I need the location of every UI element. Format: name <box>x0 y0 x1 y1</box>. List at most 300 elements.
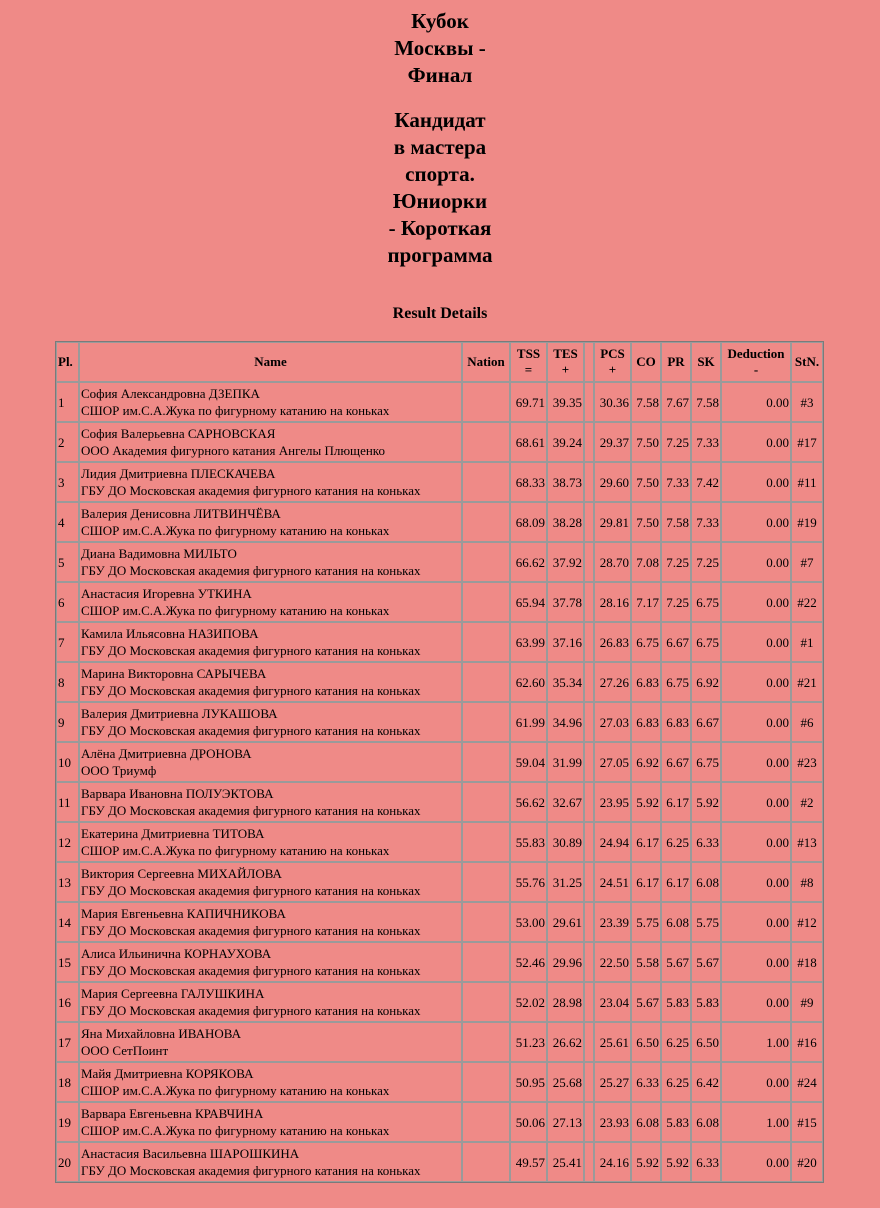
table-row <box>56 742 823 782</box>
pcs-cell: 24.51 <box>594 862 631 902</box>
sk-cell: 5.83 <box>691 982 721 1022</box>
club-name: ГБУ ДО Московская академия фигурного катания на коньках <box>81 1163 421 1178</box>
start-number-cell: #8 <box>791 862 823 902</box>
co-cell: 5.75 <box>631 902 661 942</box>
athlete-name: Лидия Дмитриевна ПЛЕСКАЧЕВА <box>81 466 276 481</box>
pr-cell: 6.17 <box>661 862 691 902</box>
co-cell: 6.83 <box>631 702 661 742</box>
pr-cell: 6.08 <box>661 902 691 942</box>
nation-cell <box>462 982 510 1022</box>
spacer-cell <box>584 582 594 622</box>
nation-cell <box>462 422 510 462</box>
nation-cell <box>462 822 510 862</box>
start-number-cell: #19 <box>791 502 823 542</box>
category-title-line: Кандидат <box>394 108 486 132</box>
deduction-cell: 0.00 <box>721 702 791 742</box>
name-cell <box>79 462 462 502</box>
pr-cell: 6.67 <box>661 622 691 662</box>
sk-cell: 5.75 <box>691 902 721 942</box>
tss-cell: 62.60 <box>510 662 547 702</box>
table-row <box>56 422 823 462</box>
spacer-cell <box>584 942 594 982</box>
athlete-name: Мария Сергеевна ГАЛУШКИНА <box>81 986 265 1001</box>
header-sk: SK <box>691 342 721 382</box>
pcs-cell: 22.50 <box>594 942 631 982</box>
start-number-cell: #6 <box>791 702 823 742</box>
athlete-name: Екатерина Дмитриевна ТИТОВА <box>81 826 265 841</box>
tes-cell: 39.35 <box>547 382 584 422</box>
tss-cell: 59.04 <box>510 742 547 782</box>
sk-cell: 6.33 <box>691 822 721 862</box>
co-cell: 7.08 <box>631 542 661 582</box>
tes-cell: 29.61 <box>547 902 584 942</box>
pr-cell: 6.25 <box>661 1062 691 1102</box>
spacer-cell <box>584 982 594 1022</box>
header-pcs <box>594 342 631 382</box>
name-cell <box>79 422 462 462</box>
club-name: СШОР им.С.А.Жука по фигурному катанию на коньках <box>81 403 390 418</box>
name-cell <box>79 1102 462 1142</box>
category-title-line: программа <box>387 243 493 267</box>
deduction-cell: 0.00 <box>721 582 791 622</box>
place-cell: 1 <box>56 382 79 422</box>
tss-cell: 55.83 <box>510 822 547 862</box>
co-cell: 7.50 <box>631 462 661 502</box>
sk-cell: 7.33 <box>691 422 721 462</box>
header-co: CO <box>631 342 661 382</box>
name-cell <box>79 862 462 902</box>
name-cell <box>79 742 462 782</box>
place-cell: 19 <box>56 1102 79 1142</box>
page-title <box>0 8 880 269</box>
pcs-cell: 23.39 <box>594 902 631 942</box>
sk-cell: 5.92 <box>691 782 721 822</box>
place-cell: 16 <box>56 982 79 1022</box>
tes-cell: 25.41 <box>547 1142 584 1182</box>
pcs-cell: 28.16 <box>594 582 631 622</box>
club-name: СШОР им.С.А.Жука по фигурному катанию на коньках <box>81 1123 390 1138</box>
header-deduction <box>721 342 791 382</box>
tes-cell: 28.98 <box>547 982 584 1022</box>
pr-cell: 6.75 <box>661 662 691 702</box>
place-cell: 6 <box>56 582 79 622</box>
tss-cell: 65.94 <box>510 582 547 622</box>
place-cell: 13 <box>56 862 79 902</box>
club-name: ООО СетПоинт <box>81 1043 169 1058</box>
deduction-cell: 0.00 <box>721 502 791 542</box>
table-row <box>56 862 823 902</box>
tss-cell: 66.62 <box>510 542 547 582</box>
co-cell: 6.08 <box>631 1102 661 1142</box>
category-title <box>360 107 520 269</box>
pcs-cell: 27.03 <box>594 702 631 742</box>
pcs-cell: 24.16 <box>594 1142 631 1182</box>
tes-cell: 32.67 <box>547 782 584 822</box>
tes-cell: 37.16 <box>547 622 584 662</box>
header-pcs-label: PCS <box>600 346 625 361</box>
pr-cell: 6.17 <box>661 782 691 822</box>
club-name: СШОР им.С.А.Жука по фигурному катанию на коньках <box>81 843 390 858</box>
table-row <box>56 462 823 502</box>
table-row <box>56 502 823 542</box>
spacer-cell <box>584 822 594 862</box>
deduction-cell: 0.00 <box>721 462 791 502</box>
header-pcs-op: + <box>608 362 617 377</box>
header-place: Pl. <box>56 342 79 382</box>
tes-cell: 25.68 <box>547 1062 584 1102</box>
sk-cell: 6.67 <box>691 702 721 742</box>
co-cell: 6.75 <box>631 622 661 662</box>
competition-title-line: Кубок <box>411 9 469 33</box>
name-cell <box>79 1022 462 1062</box>
deduction-cell: 0.00 <box>721 422 791 462</box>
start-number-cell: #13 <box>791 822 823 862</box>
result-details-heading: Result Details <box>392 305 488 322</box>
nation-cell <box>462 902 510 942</box>
athlete-name: Варвара Евгеньевна КРАВЧИНА <box>81 1106 264 1121</box>
co-cell: 5.67 <box>631 982 661 1022</box>
pcs-cell: 28.70 <box>594 542 631 582</box>
deduction-cell: 0.00 <box>721 1142 791 1182</box>
header-nation: Nation <box>462 342 510 382</box>
spacer-cell <box>584 1062 594 1102</box>
table-row <box>56 582 823 622</box>
name-cell <box>79 1142 462 1182</box>
start-number-cell: #18 <box>791 942 823 982</box>
tss-cell: 50.06 <box>510 1102 547 1142</box>
table-row <box>56 702 823 742</box>
table-row <box>56 1102 823 1142</box>
pr-cell: 6.83 <box>661 702 691 742</box>
nation-cell <box>462 1102 510 1142</box>
table-header-row <box>56 342 823 382</box>
nation-cell <box>462 382 510 422</box>
sk-cell: 7.58 <box>691 382 721 422</box>
club-name: ГБУ ДО Московская академия фигурного катания на коньках <box>81 1003 421 1018</box>
name-cell <box>79 662 462 702</box>
deduction-cell: 1.00 <box>721 1022 791 1062</box>
co-cell: 7.17 <box>631 582 661 622</box>
deduction-cell: 0.00 <box>721 1062 791 1102</box>
header-tss-op: = <box>524 362 533 377</box>
pr-cell: 6.25 <box>661 1022 691 1062</box>
name-cell <box>79 982 462 1022</box>
spacer-cell <box>584 742 594 782</box>
start-number-cell: #3 <box>791 382 823 422</box>
pr-cell: 5.83 <box>661 982 691 1022</box>
deduction-cell: 0.00 <box>721 942 791 982</box>
nation-cell <box>462 862 510 902</box>
pr-cell: 7.25 <box>661 582 691 622</box>
table-row <box>56 542 823 582</box>
table-row <box>56 1022 823 1062</box>
spacer-cell <box>584 542 594 582</box>
pcs-cell: 23.04 <box>594 982 631 1022</box>
header-deduction-op: - <box>753 362 759 377</box>
sk-cell: 7.42 <box>691 462 721 502</box>
club-name: СШОР им.С.А.Жука по фигурному катанию на коньках <box>81 523 390 538</box>
start-number-cell: #1 <box>791 622 823 662</box>
pr-cell: 7.33 <box>661 462 691 502</box>
deduction-cell: 0.00 <box>721 382 791 422</box>
start-number-cell: #16 <box>791 1022 823 1062</box>
athlete-name: Алиса Ильинична КОРНАУХОВА <box>81 946 272 961</box>
tss-cell: 52.46 <box>510 942 547 982</box>
table-row <box>56 1142 823 1182</box>
category-title-line: Юниорки <box>392 189 488 213</box>
competition-title-line: Финал <box>407 63 473 87</box>
tss-cell: 61.99 <box>510 702 547 742</box>
co-cell: 7.50 <box>631 422 661 462</box>
place-cell: 5 <box>56 542 79 582</box>
co-cell: 6.17 <box>631 862 661 902</box>
pcs-cell: 25.27 <box>594 1062 631 1102</box>
place-cell: 3 <box>56 462 79 502</box>
spacer-cell <box>584 462 594 502</box>
sk-cell: 5.67 <box>691 942 721 982</box>
place-cell: 20 <box>56 1142 79 1182</box>
athlete-name: Марина Викторовна САРЫЧЕВА <box>81 666 267 681</box>
tes-cell: 29.96 <box>547 942 584 982</box>
table-row <box>56 382 823 422</box>
deduction-cell: 1.00 <box>721 1102 791 1142</box>
club-name: ГБУ ДО Московская академия фигурного катания на коньках <box>81 883 421 898</box>
club-name: ГБУ ДО Московская академия фигурного катания на коньках <box>81 923 421 938</box>
club-name: ГБУ ДО Московская академия фигурного катания на коньках <box>81 963 421 978</box>
deduction-cell: 0.00 <box>721 782 791 822</box>
nation-cell <box>462 542 510 582</box>
tes-cell: 30.89 <box>547 822 584 862</box>
place-cell: 18 <box>56 1062 79 1102</box>
co-cell: 6.83 <box>631 662 661 702</box>
nation-cell <box>462 1142 510 1182</box>
tss-cell: 68.61 <box>510 422 547 462</box>
tes-cell: 38.73 <box>547 462 584 502</box>
name-cell <box>79 382 462 422</box>
deduction-cell: 0.00 <box>721 822 791 862</box>
start-number-cell: #22 <box>791 582 823 622</box>
athlete-name: Мария Евгеньевна КАПИЧНИКОВА <box>81 906 286 921</box>
tes-cell: 37.78 <box>547 582 584 622</box>
tss-cell: 68.33 <box>510 462 547 502</box>
name-cell <box>79 942 462 982</box>
table-row <box>56 942 823 982</box>
start-number-cell: #9 <box>791 982 823 1022</box>
tss-cell: 56.62 <box>510 782 547 822</box>
nation-cell <box>462 502 510 542</box>
sk-cell: 6.75 <box>691 742 721 782</box>
pr-cell: 7.25 <box>661 542 691 582</box>
tss-cell: 51.23 <box>510 1022 547 1062</box>
spacer-cell <box>584 702 594 742</box>
table-row <box>56 822 823 862</box>
pcs-cell: 29.81 <box>594 502 631 542</box>
name-cell <box>79 622 462 662</box>
header-pr: PR <box>661 342 691 382</box>
start-number-cell: #12 <box>791 902 823 942</box>
spacer-cell <box>584 662 594 702</box>
place-cell: 4 <box>56 502 79 542</box>
place-cell: 2 <box>56 422 79 462</box>
pcs-cell: 30.36 <box>594 382 631 422</box>
nation-cell <box>462 462 510 502</box>
name-cell <box>79 902 462 942</box>
club-name: ООО Академия фигурного катания Ангелы Плющенко <box>81 443 385 458</box>
deduction-cell: 0.00 <box>721 982 791 1022</box>
athlete-name: Камила Ильясовна НАЗИПОВА <box>81 626 259 641</box>
nation-cell <box>462 1022 510 1062</box>
athlete-name: Яна Михайловна ИВАНОВА <box>81 1026 241 1041</box>
place-cell: 11 <box>56 782 79 822</box>
tss-cell: 69.71 <box>510 382 547 422</box>
start-number-cell: #7 <box>791 542 823 582</box>
tss-cell: 49.57 <box>510 1142 547 1182</box>
pcs-cell: 29.60 <box>594 462 631 502</box>
club-name: СШОР им.С.А.Жука по фигурному катанию на коньках <box>81 603 390 618</box>
athlete-name: Майя Дмитриевна КОРЯКОВА <box>81 1066 254 1081</box>
tss-cell: 55.76 <box>510 862 547 902</box>
table-row <box>56 1062 823 1102</box>
nation-cell <box>462 1062 510 1102</box>
athlete-name: Виктория Сергеевна МИХАЙЛОВА <box>81 866 282 881</box>
header-tes-op: + <box>561 362 570 377</box>
club-name: ООО Триумф <box>81 763 157 778</box>
tss-cell: 50.95 <box>510 1062 547 1102</box>
deduction-cell: 0.00 <box>721 542 791 582</box>
start-number-cell: #23 <box>791 742 823 782</box>
name-cell <box>79 822 462 862</box>
name-cell <box>79 782 462 822</box>
pr-cell: 5.67 <box>661 942 691 982</box>
name-cell <box>79 502 462 542</box>
category-title-line: спорта. <box>405 162 475 186</box>
club-name: ГБУ ДО Московская академия фигурного катания на коньках <box>81 563 421 578</box>
club-name: ГБУ ДО Московская академия фигурного катания на коньках <box>81 803 421 818</box>
co-cell: 5.92 <box>631 1142 661 1182</box>
pcs-cell: 27.26 <box>594 662 631 702</box>
tss-cell: 68.09 <box>510 502 547 542</box>
pcs-cell: 26.83 <box>594 622 631 662</box>
table-row <box>56 902 823 942</box>
co-cell: 6.92 <box>631 742 661 782</box>
pr-cell: 7.58 <box>661 502 691 542</box>
co-cell: 7.50 <box>631 502 661 542</box>
name-cell <box>79 542 462 582</box>
header-tes <box>547 342 584 382</box>
spacer-cell <box>584 862 594 902</box>
place-cell: 17 <box>56 1022 79 1062</box>
athlete-name: София Александровна ДЗЕПКА <box>81 386 260 401</box>
sk-cell: 6.42 <box>691 1062 721 1102</box>
tes-cell: 34.96 <box>547 702 584 742</box>
sk-cell: 6.92 <box>691 662 721 702</box>
tss-cell: 52.02 <box>510 982 547 1022</box>
spacer-cell <box>584 902 594 942</box>
table-row <box>56 982 823 1022</box>
tes-cell: 27.13 <box>547 1102 584 1142</box>
pr-cell: 6.67 <box>661 742 691 782</box>
table-row <box>56 622 823 662</box>
pcs-cell: 25.61 <box>594 1022 631 1062</box>
sk-cell: 6.08 <box>691 1102 721 1142</box>
sk-cell: 6.33 <box>691 1142 721 1182</box>
co-cell: 5.58 <box>631 942 661 982</box>
co-cell: 5.92 <box>631 782 661 822</box>
athlete-name: Анастасия Игоревна УТКИНА <box>81 586 252 601</box>
competition-title-line: Москвы - <box>394 36 486 60</box>
pcs-cell: 24.94 <box>594 822 631 862</box>
header-start-number: StN. <box>791 342 823 382</box>
deduction-cell: 0.00 <box>721 742 791 782</box>
header-tss <box>510 342 547 382</box>
tes-cell: 37.92 <box>547 542 584 582</box>
start-number-cell: #11 <box>791 462 823 502</box>
start-number-cell: #2 <box>791 782 823 822</box>
pr-cell: 5.83 <box>661 1102 691 1142</box>
place-cell: 15 <box>56 942 79 982</box>
spacer-cell <box>584 782 594 822</box>
club-name: ГБУ ДО Московская академия фигурного катания на коньках <box>81 483 421 498</box>
nation-cell <box>462 662 510 702</box>
tes-cell: 35.34 <box>547 662 584 702</box>
spacer-cell <box>584 502 594 542</box>
pr-cell: 7.67 <box>661 382 691 422</box>
athlete-name: Валерия Дмитриевна ЛУКАШОВА <box>81 706 278 721</box>
deduction-cell: 0.00 <box>721 902 791 942</box>
spacer-cell <box>584 1142 594 1182</box>
place-cell: 7 <box>56 622 79 662</box>
tes-cell: 39.24 <box>547 422 584 462</box>
nation-cell <box>462 582 510 622</box>
athlete-name: Анастасия Васильевна ШАРОШКИНА <box>81 1146 300 1161</box>
table-row <box>56 782 823 822</box>
pcs-cell: 29.37 <box>594 422 631 462</box>
co-cell: 7.58 <box>631 382 661 422</box>
header-spacer <box>584 342 594 382</box>
pr-cell: 5.92 <box>661 1142 691 1182</box>
results-table <box>55 341 824 1183</box>
header-tes-label: TES <box>553 346 578 361</box>
club-name: ГБУ ДО Московская академия фигурного катания на коньках <box>81 683 421 698</box>
pcs-cell: 27.05 <box>594 742 631 782</box>
name-cell <box>79 582 462 622</box>
athlete-name: Валерия Денисовна ЛИТВИНЧЁВА <box>81 506 281 521</box>
spacer-cell <box>584 382 594 422</box>
place-cell: 9 <box>56 702 79 742</box>
sk-cell: 6.50 <box>691 1022 721 1062</box>
club-name: ГБУ ДО Московская академия фигурного катания на коньках <box>81 723 421 738</box>
nation-cell <box>462 702 510 742</box>
pcs-cell: 23.93 <box>594 1102 631 1142</box>
athlete-name: Диана Вадимовна МИЛЬТО <box>81 546 237 561</box>
co-cell: 6.33 <box>631 1062 661 1102</box>
start-number-cell: #17 <box>791 422 823 462</box>
pcs-cell: 23.95 <box>594 782 631 822</box>
club-name: СШОР им.С.А.Жука по фигурному катанию на коньках <box>81 1083 390 1098</box>
athlete-name: София Валерьевна САРНОВСКАЯ <box>81 426 276 441</box>
pr-cell: 6.25 <box>661 822 691 862</box>
category-title-line: - Короткая <box>388 216 492 240</box>
category-title-line: в мастера <box>393 135 487 159</box>
spacer-cell <box>584 422 594 462</box>
tes-cell: 31.99 <box>547 742 584 782</box>
co-cell: 6.50 <box>631 1022 661 1062</box>
sk-cell: 7.33 <box>691 502 721 542</box>
name-cell <box>79 702 462 742</box>
competition-title <box>360 8 520 89</box>
nation-cell <box>462 942 510 982</box>
table-row <box>56 662 823 702</box>
